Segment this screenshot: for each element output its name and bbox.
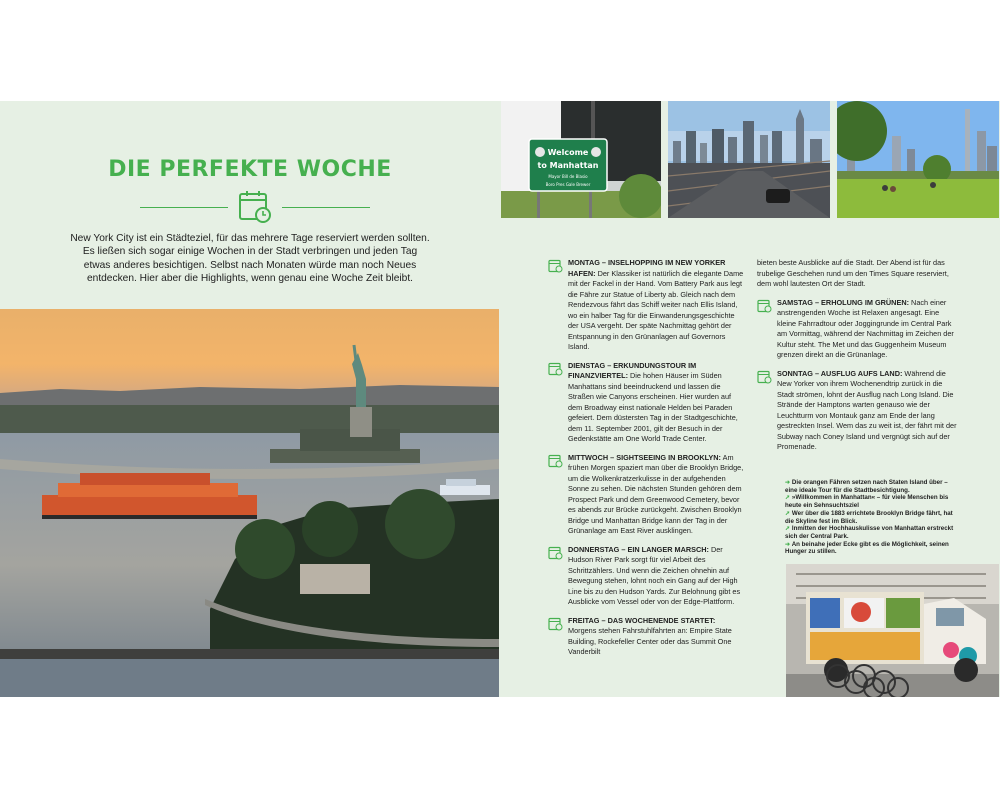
day-friday [548,616,744,658]
day-monday-text: Der Klassiker ist natürlich die elegante Dame mit der Fackel in der Hand. Vom Battery Park aus legt die Fähre zur Statue of Liberty ab. Gleich nach dem Rendezvous fährt das Schiff weiter nach Ellis Island, wo ein halber Tag für die Einwanderungsgeschichte der USA vergeht. Der späte Nachmittag gehört der Entspannung in den Grünanlagen auf Governors Island. [568,268,744,351]
ornament-line-right [282,207,370,208]
sign-welcome: Welcome [547,148,589,157]
photo-welcome-sign [501,101,661,218]
article-column-2 [757,258,957,461]
day-tuesday-text: Die hohen Häuser im Süden Manhattans sind beeindruckend und lassen die Straßen wie Canyons erscheinen. Hier wurden auf dem Broadway einst nationale Helden bei Paraden gefeiert. Dem düstersten Tag in der Stadtgeschichte, dem 11. September 2001, gilt der Besuch in der Gedenkstätte am One World Trade Center. [568,371,738,443]
caption-food-truck: ➜ An beinahe jeder Ecke gibt es die Möglichkeit, seinen Hunger zu stillen. [785,540,949,556]
day-tuesday-heading: DIENSTAG – ERKUNDUNGSTOUR IM FINANZVIERTEL: [568,360,697,380]
day-tuesday [548,361,744,445]
page-title: DIE PERFEKTE WOCHE [108,157,392,182]
calendar-clock-icon [237,188,273,224]
day-wednesday-text: Am frühen Morgen spaziert man über die Brooklyn Bridge, um die Wolkenkratzerkulisse in der aufgehenden Sonne zu sehen. Die nächsten Stunden gehören dem Prospect Park und dem Greenwood Cemetery, bevor es abends zur Brücke zurückgeht. Zwischen Brooklyn Bridge und Manhattan Bridge kann der Tag in der Grünanlage am East River ausklingen. [568,452,744,535]
day-sunday-heading: SONNTAG – AUSFLUG AUFS LAND: [777,368,903,378]
day-friday-heading: FREITAG – DAS WOCHENENDE STARTET: [568,615,716,625]
day-wednesday-heading: MITTWOCH – SIGHTSEEING IN BROOKLYN: [568,452,721,462]
ornament-line-left [140,207,228,208]
calendar-day-icon [548,616,563,631]
caption-central-park: ➚ Inmitten der Hochhauskulisse von Manhattan erstreckt sich der Central Park. [785,525,954,540]
calendar-day-icon [548,453,563,468]
day-monday [548,258,744,353]
day-saturday-heading: SAMSTAG – ERHOLUNG IM GRÜNEN: [777,297,910,307]
photo-captions [785,479,955,556]
caption-brooklyn-bridge: ➚ Wer über die 1883 errichtete Brooklyn Bridge fährt, hat die Skyline fest im Blick. [785,509,953,525]
photo-central-park [837,101,999,218]
photo-staten-island-ferry [0,309,499,697]
day-wednesday [548,453,744,537]
sign-boro-pres: Boro Pres Gale Brewer [545,182,591,187]
sign-to-manhattan: to Manhattan [537,161,599,170]
caption-ferry: ➜ Die orangen Fähren setzen nach Staten Island über – eine ideale Tour für die Stadtbesichtigung. [785,479,948,494]
photo-food-truck [786,564,999,697]
calendar-day-icon [548,258,563,273]
article-column-1 [548,258,744,666]
day-saturday-text: Nach einer anstrengenden Woche ist Relaxen angesagt. Eine kleine Fahrradtour oder Joggingrunde im Central Park am Vormittag, während der Nachmittag im Zeichen der Kultur steht. The Met und das Guggenheim Museum grenzen direkt an die Grünanlage. [777,297,954,359]
sign-mayor: Mayor Bill de Blasio [548,174,588,179]
calendar-day-icon [757,369,772,384]
day-thursday-heading: DONNERSTAG – EIN LANGER MARSCH: [568,544,709,554]
arrow-icon: ➚ [785,525,791,533]
calendar-day-icon [548,361,563,376]
day-thursday [548,545,744,608]
day-sunday [757,369,957,453]
friday-continuation: bieten beste Ausblicke auf die Stadt. Der Abend ist für das trubelige Geschehen rund um den Times Square reserviert, dem wohl lautesten Ort der Stadt. [757,258,949,288]
photo-brooklyn-bridge-skyline [668,101,830,218]
title-ornament [140,186,370,226]
calendar-day-icon [548,545,563,560]
day-monday-heading: MONTAG – INSELHOPPING IM NEW YORKER HAFEN: [568,258,726,278]
day-friday-text: Morgens stehen Fahrstuhlfahrten an: Empire State Building, Rockefeller Center oder das Summit One Vanderbilt [568,626,732,656]
intro-text: New York City ist ein Städteziel, für das mehrere Tage reserviert werden sollten. Es ließen sich sogar einige Wochen in der Stadt verbringen und jeden Tag etwas anderes besichtigen. Selbst nach Monaten würde man noch Neues entdecken. Hier aber die Highlights, wenn genau eine Woche Zeit bleibt. [70,233,430,284]
arrow-icon: ➚ [785,494,791,502]
arrow-icon: ➜ [785,479,791,486]
day-saturday [757,298,957,361]
arrow-icon: ➜ [785,540,791,548]
calendar-day-icon [757,298,772,313]
arrow-icon: ➚ [785,509,791,517]
caption-welcome-sign: ➚ »Willkommen in Manhattan« – für viele Menschen bis heute ein Sehnsuchtsziel [785,494,949,510]
day-thursday-text: Der Hudson River Park sorgt für viel Arbeit des Schrittzählers. Und wenn die Zeichen ohnehin auf Bewegung stehen, lohnt noch ein Gang auf der High Line bis zu den Hudson Yards. Zur Belohnung gibt es Ausblicke vom Vessel oder von der Edge-Plattform. [568,544,741,606]
day-sunday-text: Während die New Yorker von ihrem Wochenendtrip zurück in die Stadt strömen, lohnt der Ausflug nach Long Island. Die Strände der Hamptons warten genauso wie der Leuchtturm von Montauk ganz am Ende der lang gestreckten Insel. Wem das zu weit ist, der fährt mit der Subway nach Coney Island und vergnügt sich auf der Promenade. [777,368,957,451]
